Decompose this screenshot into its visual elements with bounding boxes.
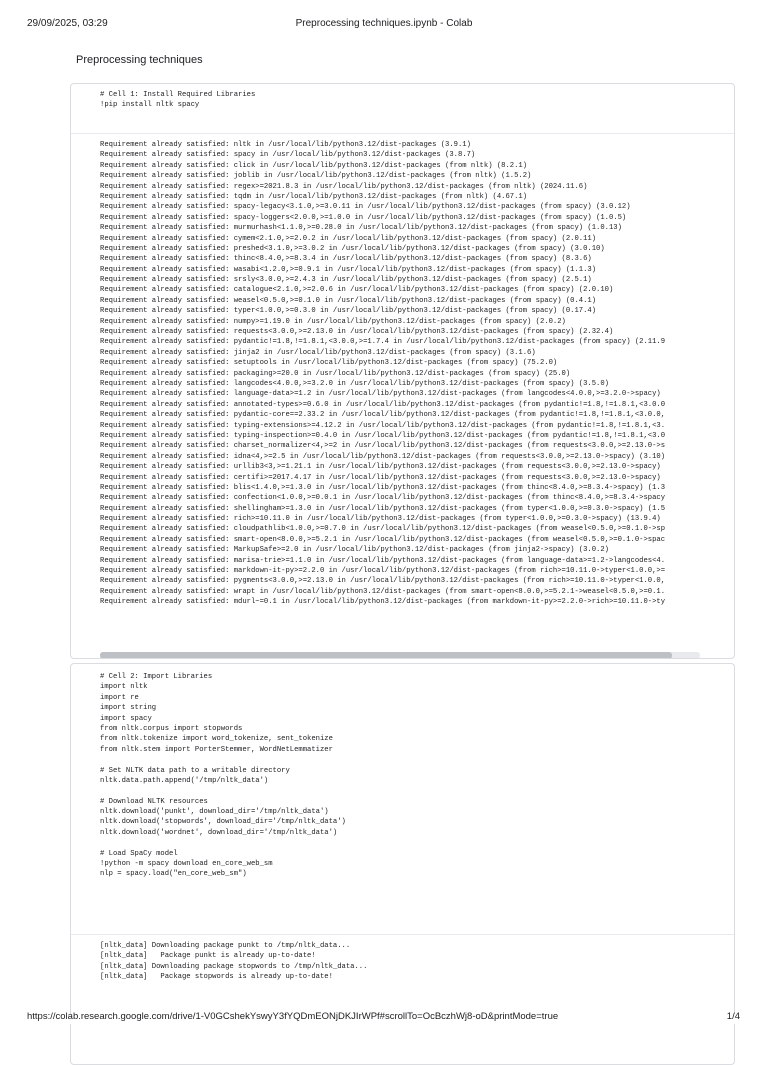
code-line: # Set NLTK data path to a writable directory [100, 766, 290, 775]
cell-2-source[interactable] [71, 672, 346, 880]
code-cell-1[interactable] [70, 83, 735, 659]
code-line: # Load SpaCy model [100, 849, 178, 858]
cell-1-source[interactable] [71, 90, 255, 111]
code-line: Requirement already satisfied: cymem<2.1.0,>=2.0.2 in /usr/local/lib/python3.12/dist-packages (from spacy) (2.0.11) [100, 234, 597, 243]
code-line: Requirement already satisfied: charset_normalizer<4,>=2 in /usr/local/lib/python3.12/dist-packages (from requests<3.0.0,>=2.13.0->s [100, 442, 666, 451]
code-line: Requirement already satisfied: nltk in /usr/local/lib/python3.12/dist-packages (3.9.1) [100, 141, 471, 149]
code-line: from nltk.tokenize import word_tokenize, sent_tokenize [100, 735, 333, 744]
code-line: Requirement already satisfied: marisa-trie>=1.1.0 in /usr/local/lib/python3.12/dist-packages (from language-data>=1.2->langcodes<4. [100, 556, 666, 565]
code-line: [nltk_data] Downloading package stopwords to /tmp/nltk_data... [100, 962, 368, 971]
code-line: Requirement already satisfied: weasel<0.5.0,>=0.1.0 in /usr/local/lib/python3.12/dist-packages (from spacy) (0.4.1) [100, 296, 597, 305]
code-line: Requirement already satisfied: typing-extensions>=4.12.2 in /usr/local/lib/python3.12/dist-packages (from pydantic!=1.8,!=1.8.1,<3. [100, 421, 666, 430]
code-line: Requirement already satisfied: preshed<3.1.0,>=3.0.2 in /usr/local/lib/python3.12/dist-packages (from spacy) (3.0.10) [100, 244, 605, 253]
print-url: https://colab.research.google.com/drive/1-V0GCshekYswyY3fYQDmEONjDKJIrWPf#scrollTo=OcBczhWj8-oD&printMode=true [27, 1011, 559, 1022]
code-line: Requirement already satisfied: shellingham>=1.3.0 in /usr/local/lib/python3.12/dist-packages (from typer<1.0.0,>=0.3.0->spacy) (1.5 [100, 504, 666, 513]
cell-2-output-text [71, 935, 734, 983]
code-line: Requirement already satisfied: confection<1.0.0,>=0.0.1 in /usr/local/lib/python3.12/dist-packages (from thinc<8.4.0,>=8.3.4->spacy [100, 494, 666, 503]
code-line: Requirement already satisfied: langcodes<4.0.0,>=3.2.0 in /usr/local/lib/python3.12/dist-packages (from spacy) (3.5.0) [100, 379, 609, 388]
code-line: Requirement already satisfied: pydantic-core==2.33.2 in /usr/local/lib/python3.12/dist-packages (from pydantic!=1.8,!=1.8.1,<3.0.0, [100, 411, 666, 420]
page-number: 1/4 [726, 1011, 740, 1022]
code-line: Requirement already satisfied: pydantic!=1.8,!=1.8.1,<3.0.0,>=1.7.4 in /usr/local/lib/python3.12/dist-packages (from spacy) (2.11.9 [100, 338, 666, 347]
code-line: Requirement already satisfied: typer<1.0.0,>=0.3.0 in /usr/local/lib/python3.12/dist-packages (from spacy) (0.17.4) [100, 307, 597, 316]
code-line: Requirement already satisfied: typing-inspection>=0.4.0 in /usr/local/lib/python3.12/dist-packages (from pydantic!=1.8,!=1.8.1,<3.0 [100, 431, 666, 440]
code-line: Requirement already satisfied: certifi>=2017.4.17 in /usr/local/lib/python3.12/dist-packages (from requests<3.0.0,>=2.13.0->spacy) [100, 473, 661, 482]
code-line: from nltk.corpus import stopwords [100, 724, 243, 733]
code-line: Requirement already satisfied: numpy>=1.19.0 in /usr/local/lib/python3.12/dist-packages (from spacy) (2.0.2) [100, 317, 566, 326]
code-line: Requirement already satisfied: thinc<8.4.0,>=8.3.4 in /usr/local/lib/python3.12/dist-packages (from spacy) (8.3.6) [100, 255, 592, 264]
code-line [100, 838, 346, 848]
print-footer [0, 1011, 768, 1024]
code-line: Requirement already satisfied: requests<3.0.0,>=2.13.0 in /usr/local/lib/python3.12/dist-packages (from spacy) (2.32.4) [100, 328, 614, 337]
code-line: # Cell 2: Import Libraries [100, 673, 213, 681]
code-line: Requirement already satisfied: setuptools in /usr/local/lib/python3.12/dist-packages (from spacy) (75.2.0) [100, 359, 558, 368]
code-line: !python -m spacy download en_core_web_sm [100, 860, 273, 869]
code-line: import string [100, 704, 157, 713]
code-line: Requirement already satisfied: tqdm in /usr/local/lib/python3.12/dist-packages (from nltk) (4.67.1) [100, 192, 528, 201]
code-line: Requirement already satisfied: regex>=2021.8.3 in /usr/local/lib/python3.12/dist-packages (from nltk) (2024.11.6) [100, 182, 588, 191]
cell-1-output [71, 133, 734, 659]
code-line: Requirement already satisfied: joblib in /usr/local/lib/python3.12/dist-packages (from nltk) (1.5.2) [100, 172, 532, 181]
code-line: Requirement already satisfied: packaging>=20.0 in /usr/local/lib/python3.12/dist-packages (from spacy) (25.0) [100, 369, 571, 378]
code-line: Requirement already satisfied: idna<4,>=2.5 in /usr/local/lib/python3.12/dist-packages (from requests<3.0.0,>=2.13.0->spacy) (3.10) [100, 452, 666, 461]
code-line: Requirement already satisfied: cloudpathlib<1.0.0,>=0.7.0 in /usr/local/lib/python3.12/dist-packages (from weasel<0.5.0,>=0.1.0->sp [100, 525, 666, 534]
scrollbar-thumb[interactable] [100, 652, 672, 659]
code-line: import re [100, 693, 139, 702]
code-line: Requirement already satisfied: rich>=10.11.0 in /usr/local/lib/python3.12/dist-packages (from typer<1.0.0,>=0.3.0->spacy) (13.9.4) [100, 515, 661, 524]
code-line: Requirement already satisfied: pygments<3.0.0,>=2.13.0 in /usr/local/lib/python3.12/dist-packages (from rich>=10.11.0->typer<1.0.0, [100, 577, 666, 586]
code-line: # Cell 1: Install Required Libraries [100, 91, 256, 99]
code-line: [nltk_data] Package punkt is already up-to-date! [100, 952, 316, 961]
code-line [100, 755, 346, 765]
code-line: !pip install nltk spacy [100, 101, 200, 110]
code-line: Requirement already satisfied: annotated-types>=0.6.0 in /usr/local/lib/python3.12/dist-packages (from pydantic!=1.8,!=1.8.1,<3.0.0 [100, 400, 666, 409]
code-line: Requirement already satisfied: srsly<3.0.0,>=2.4.3 in /usr/local/lib/python3.12/dist-packages (from spacy) (2.5.1) [100, 276, 592, 285]
code-line: nltk.download('punkt', download_dir='/tmp/nltk_data') [100, 808, 329, 817]
code-line: Requirement already satisfied: mdurl~=0.1 in /usr/local/lib/python3.12/dist-packages (from markdown-it-py>=2.2.0->rich>=10.11.0->ty [100, 598, 666, 607]
cell-1-output-text [71, 134, 734, 608]
code-line: Requirement already satisfied: wasabi<1.2.0,>=0.9.1 in /usr/local/lib/python3.12/dist-packages (from spacy) (1.1.3) [100, 265, 597, 274]
cell-2-output [71, 934, 734, 983]
print-page-title: Preprocessing techniques.ipynb - Colab [295, 18, 473, 29]
code-line: nltk.download('stopwords', download_dir='/tmp/nltk_data') [100, 818, 346, 827]
code-line: Requirement already satisfied: click in /usr/local/lib/python3.12/dist-packages (from nltk) (8.2.1) [100, 161, 528, 170]
code-line: import nltk [100, 683, 148, 692]
code-line: Requirement already satisfied: wrapt in /usr/local/lib/python3.12/dist-packages (from smart-open<8.0.0,>=5.2.1->weasel<0.5.0,>=0.1. [100, 587, 666, 596]
print-header [0, 0, 768, 44]
code-line: Requirement already satisfied: spacy in /usr/local/lib/python3.12/dist-packages (3.8.7) [100, 151, 476, 160]
code-line: Requirement already satisfied: spacy-loggers<2.0.0,>=1.0.0 in /usr/local/lib/python3.12/dist-packages (from spacy) (1.0.5) [100, 213, 627, 222]
code-line: from nltk.stem import PorterStemmer, WordNetLemmatizer [100, 745, 333, 754]
output-horizontal-scrollbar[interactable] [100, 652, 700, 659]
code-line: Requirement already satisfied: smart-open<8.0.0,>=5.2.1 in /usr/local/lib/python3.12/dist-packages (from weasel<0.5.0,>=0.1.0->spac [100, 535, 666, 544]
notebook-title: Preprocessing techniques [76, 54, 203, 66]
code-line: [nltk_data] Downloading package punkt to /tmp/nltk_data... [100, 942, 351, 950]
code-line: Requirement already satisfied: blis<1.4.0,>=1.3.0 in /usr/local/lib/python3.12/dist-packages (from thinc<8.4.0,>=8.3.4->spacy) (1.3 [100, 483, 666, 492]
code-line: nlp = spacy.load("en_core_web_sm") [100, 870, 247, 879]
print-date: 29/09/2025, 03:29 [27, 18, 108, 29]
code-line: Requirement already satisfied: catalogue<2.1.0,>=2.0.6 in /usr/local/lib/python3.12/dist-packages (from spacy) (2.0.10) [100, 286, 614, 295]
code-line: Requirement already satisfied: jinja2 in /usr/local/lib/python3.12/dist-packages (from spacy) (3.1.6) [100, 348, 536, 357]
code-line: nltk.data.path.append('/tmp/nltk_data') [100, 776, 269, 785]
code-line: Requirement already satisfied: language-data>=1.2 in /usr/local/lib/python3.12/dist-packages (from langcodes<4.0.0,>=3.2.0->spacy) [100, 390, 661, 399]
code-line: nltk.download('wordnet', download_dir='/tmp/nltk_data') [100, 828, 338, 837]
code-line: [nltk_data] Package stopwords is already up-to-date! [100, 973, 333, 982]
code-line: Requirement already satisfied: murmurhash<1.1.0,>=0.28.0 in /usr/local/lib/python3.12/dist-packages (from spacy) (1.0.13) [100, 224, 622, 233]
code-cell-2[interactable] [70, 663, 735, 1065]
code-line: # Download NLTK resources [100, 797, 208, 806]
code-line [100, 786, 346, 796]
code-line: Requirement already satisfied: urllib3<3,>=1.21.1 in /usr/local/lib/python3.12/dist-packages (from requests<3.0.0,>=2.13.0->spacy) [100, 463, 661, 472]
code-line: Requirement already satisfied: MarkupSafe>=2.0 in /usr/local/lib/python3.12/dist-packages (from jinja2->spacy) (3.0.2) [100, 546, 609, 555]
code-line: Requirement already satisfied: spacy-legacy<3.1.0,>=3.0.11 in /usr/local/lib/python3.12/dist-packages (from spacy) (3.0.12) [100, 203, 631, 212]
code-line: Requirement already satisfied: markdown-it-py>=2.2.0 in /usr/local/lib/python3.12/dist-packages (from rich>=10.11.0->typer<1.0.0,>= [100, 567, 666, 576]
code-line: import spacy [100, 714, 152, 723]
